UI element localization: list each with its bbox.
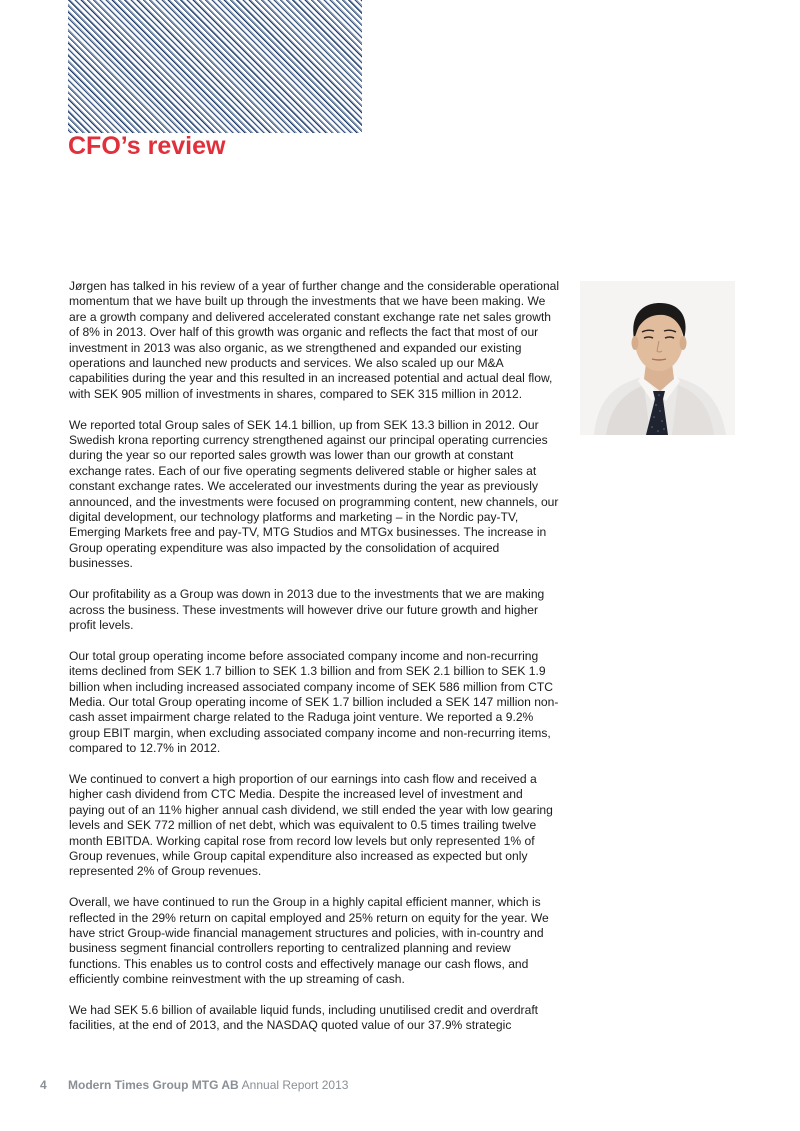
cfo-portrait-photo (580, 281, 735, 435)
paragraph-profitability: Our profitability as a Group was down in 2013 due to the investments that we are making across the business. These investments will however drive our future growth and higher profit levels. (69, 587, 545, 632)
paragraph-capital-efficiency: Overall, we have continued to run the Group in a highly capital efficient manner, which is reflected in the 29% return on capital employed and 25% return on equity for the year. We have strict Group-wide financial management structures and policies, with in-country and business segment financial controllers reporting to centralized planning and review functions. This enables us to control costs and effectively manage our cash flows, and efficiently combine reinvestment with the up streaming of cash. (69, 895, 549, 987)
paragraph-overview: Jørgen has talked in his review of a year of further change and the considerable operational momentum that we have built up through the investments that we have been making. We are a growth company and delivered accelerated constant exchange rate net sales growth of 8% in 2013. Over half of this growth was organic and reflects the fact that most of our investment in 2013 was also organic, as we strengthened and expanded our existing operations and launched new products and services. We also scaled up our M&A capabilities during the year and this resulted in an increased potential and actual deal flow, with SEK 905 million of investments in shares, compared to SEK 315 million in 2012. (69, 279, 560, 401)
page-number: 4 (40, 1078, 47, 1092)
portrait-icon (580, 281, 735, 435)
paragraph-operating-income: Our total group operating income before associated company income and non-recurring items declined from SEK 1.7 billion to SEK 1.3 billion and from SEK 2.1 billion to SEK 1.9 billion when including increased associated company income of SEK 586 million from CTC Media. Our total Group operating income of SEK 1.7 billion included a SEK 147 million non-cash asset impairment charge related to the Raduga joint venture. We reported a 9.2% group EBIT margin, when excluding associated company income and non-recurring items, compared to 12.7% in 2012. (69, 648, 559, 756)
page-footer (40, 1078, 348, 1092)
footer-report-title: Annual Report 2013 (241, 1078, 349, 1092)
page-title: CFO’s review (68, 132, 226, 160)
article-body (69, 279, 561, 1049)
header-hatch-decoration (68, 0, 362, 133)
paragraph-liquidity: We had SEK 5.6 billion of available liquid funds, including unutilised credit and overdraft facilities, at the end of 2013, and the NASDAQ quoted value of our 37.9% strategic (69, 1003, 539, 1033)
paragraph-cash-flow: We continued to convert a high proportion of our earnings into cash flow and received a higher cash dividend from CTC Media. Despite the increased level of investment and paying out of an 11% higher annual cash dividend, we still ended the year with low gearing levels and SEK 772 million of net debt, which was equivalent to 0.5 times trailing twelve month EBITDA. Working capital rose from record low levels but only represented 1% of Group revenues, while Group capital expenditure also increased as expected but only represented 2% of Group revenues. (69, 771, 553, 879)
footer-company-name: Modern Times Group MTG AB (68, 1078, 239, 1092)
paragraph-sales: We reported total Group sales of SEK 14.1 billion, up from SEK 13.3 billion in 2012. Our Swedish krona reporting currency strengthened against our principal operating currencies during the year so our reported sales growth was lower than our growth at constant exchange rates. Each of our five operating segments delivered stable or higher sales at constant exchange rates. We accelerated our investments during the year as previously announced, and the investments were focused on programming content, new channels, our digital development, our technology platforms and marketing – in the Nordic pay-TV, Emerging Markets free and pay-TV, MTG Studios and MTGx businesses. The increase in Group operating expenditure was also impacted by the consolidation of acquired businesses. (69, 417, 559, 571)
